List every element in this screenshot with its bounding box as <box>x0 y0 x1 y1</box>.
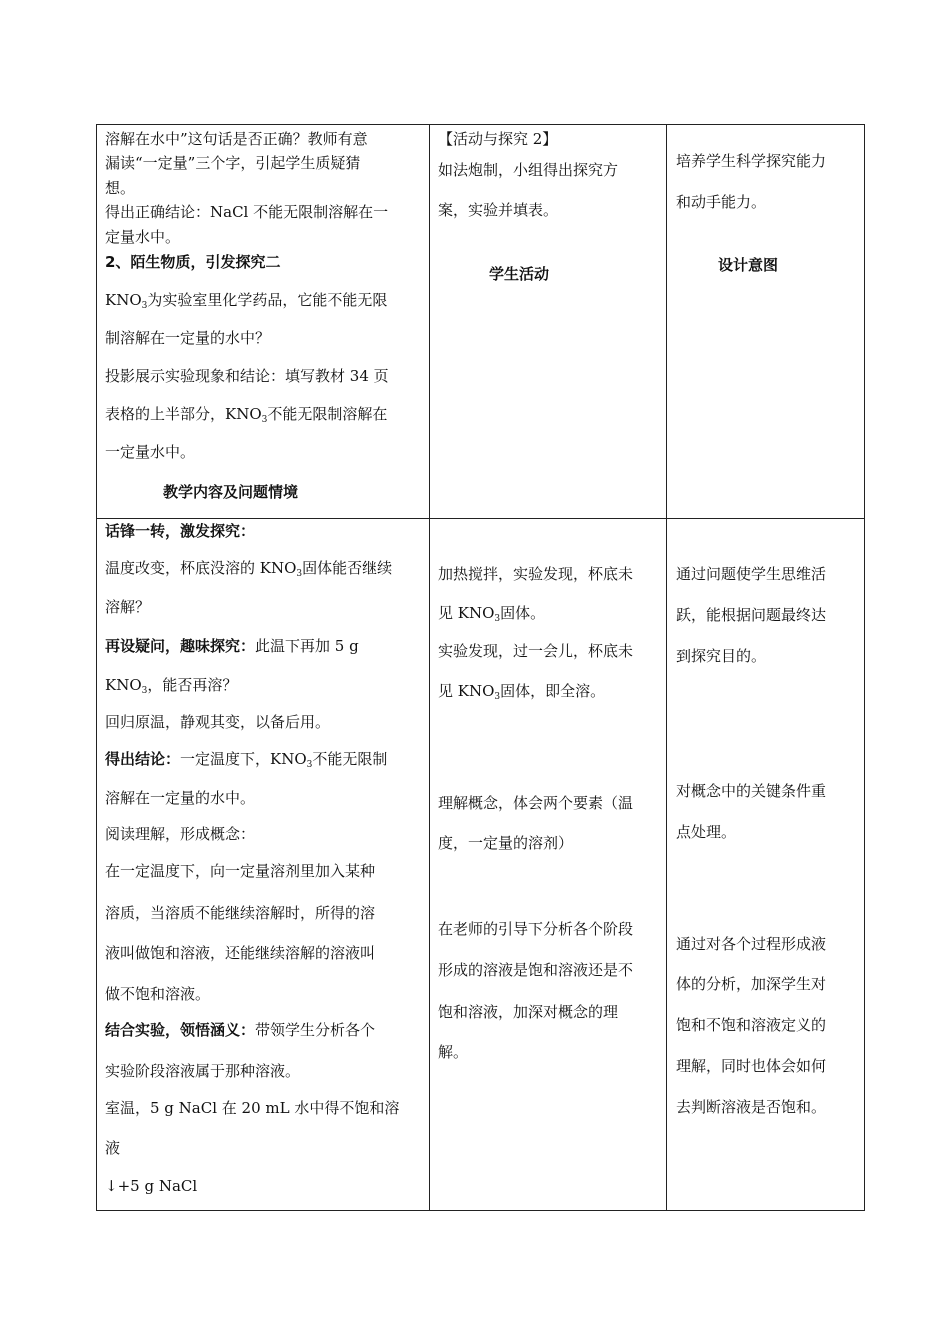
text-line: 阅读理解，形成概念： <box>105 825 256 843</box>
text-line: 体的分析，加深学生对 <box>676 975 827 993</box>
inline-heading: 结合实验，领悟涵义： <box>105 1021 256 1039</box>
text-line: 【活动与探究 2】 <box>438 130 558 148</box>
text-line: 度，一定量的溶剂） <box>438 834 574 852</box>
column-header-student-activity: 学生活动 <box>489 265 550 283</box>
column-header-teaching-content: 教学内容及问题情境 <box>163 483 299 501</box>
text-line: 去判断溶液是否饱和。 <box>676 1098 827 1116</box>
text-line: 做不饱和溶液。 <box>105 985 211 1003</box>
text-line: 解。 <box>438 1043 469 1061</box>
inline-heading: 再设疑问，趣味探究： <box>105 637 256 655</box>
text-line: 案，实验并填表。 <box>438 201 559 219</box>
text-line: 再设疑问，趣味探究：此温下再加 5 g <box>105 637 359 655</box>
section-heading: 话锋一转，激发探究： <box>105 522 256 540</box>
text-line: 制溶解在一定量的水中？ <box>105 329 271 347</box>
row-divider <box>96 518 865 519</box>
text-line: 和动手能力。 <box>676 193 767 211</box>
text-line: 实验发现，过一会儿，杯底未 <box>438 642 634 660</box>
text-line: 实验阶段溶液属于那种溶液。 <box>105 1062 301 1080</box>
text-line: 溶解在水中”这句话是否正确？教师有意 <box>105 130 368 148</box>
text-line: 对概念中的关键条件重 <box>676 782 827 800</box>
text-line: 见 $KNO_3$固体，即全溶。 <box>438 682 606 702</box>
text-line: 饱和不饱和溶液定义的 <box>676 1016 827 1034</box>
text-line: 液 <box>105 1139 121 1157</box>
lesson-plan-table <box>96 124 865 1211</box>
text-line: 在老师的引导下分析各个阶段 <box>438 920 634 938</box>
text-line: 投影展示实验现象和结论：填写教材 34 页 <box>105 367 389 385</box>
text-line: 如法炮制，小组得出探究方 <box>438 161 619 179</box>
column-header-design-intent: 设计意图 <box>718 256 779 274</box>
text-line: 漏读“一定量”三个字，引起学生质疑猜 <box>105 154 361 172</box>
text-line: ↓+5 g NaCl <box>105 1177 198 1195</box>
column-divider-2 <box>666 124 667 1211</box>
text-line: 通过对各个过程形成液 <box>676 935 827 953</box>
text-line: 得出结论：一定温度下，$KNO_3$不能无限制 <box>105 750 388 770</box>
text-line: 在一定温度下，向一定量溶剂里加入某种 <box>105 862 376 880</box>
text-line: 饱和溶液，加深对概念的理 <box>438 1003 619 1021</box>
text-line: 加热搅拌，实验发现，杯底未 <box>438 565 634 583</box>
text-line: 通过问题使学生思维活 <box>676 565 827 583</box>
text-line: 见 $KNO_3$固体。 <box>438 604 546 624</box>
text-line: 室温，5 g NaCl 在 20 mL 水中得不饱和溶 <box>105 1099 400 1117</box>
section-heading: 2、陌生物质，引发探究二 <box>105 253 281 271</box>
text-line: 溶解在一定量的水中。 <box>105 789 256 807</box>
text-line: 定量水中。 <box>105 228 181 246</box>
text-line: 理解概念，体会两个要素（温 <box>438 794 634 812</box>
table-border-left <box>96 124 97 1211</box>
text-line: 液叫做饱和溶液，还能继续溶解的溶液叫 <box>105 944 376 962</box>
text-line: 形成的溶液是饱和溶液还是不 <box>438 961 634 979</box>
text-line: 点处理。 <box>676 823 737 841</box>
text-line: 得出正确结论：NaCl 不能无限制溶解在一 <box>105 203 389 221</box>
table-border-right <box>864 124 865 1211</box>
text-line: 到探究目的。 <box>676 647 767 665</box>
text-line: 表格的上半部分，$KNO_3$不能无限制溶解在 <box>105 405 388 425</box>
text-line: 一定量水中。 <box>105 443 196 461</box>
text-line: 理解，同时也体会如何 <box>676 1057 827 1075</box>
text-line: 回归原温，静观其变，以备后用。 <box>105 713 331 731</box>
text-line: 结合实验，领悟涵义：带领学生分析各个 <box>105 1021 376 1039</box>
inline-heading: 得出结论： <box>105 750 181 768</box>
text-line: 溶质，当溶质不能继续溶解时，所得的溶 <box>105 904 376 922</box>
table-border-bottom <box>96 1210 865 1211</box>
table-border-top <box>96 124 865 125</box>
text-line: $KNO_3$，能否再溶？ <box>105 676 238 696</box>
text-line: 溶解？ <box>105 598 151 616</box>
text-line: $KNO_3$为实验室里化学药品，它能不能无限 <box>105 291 388 311</box>
text-line: 跃，能根据问题最终达 <box>676 606 827 624</box>
text-line: 培养学生科学探究能力 <box>676 152 827 170</box>
column-divider-1 <box>429 124 430 1211</box>
text-line: 想。 <box>105 179 136 197</box>
text-line: 温度改变，杯底没溶的 $KNO_3$固体能否继续 <box>105 559 393 579</box>
